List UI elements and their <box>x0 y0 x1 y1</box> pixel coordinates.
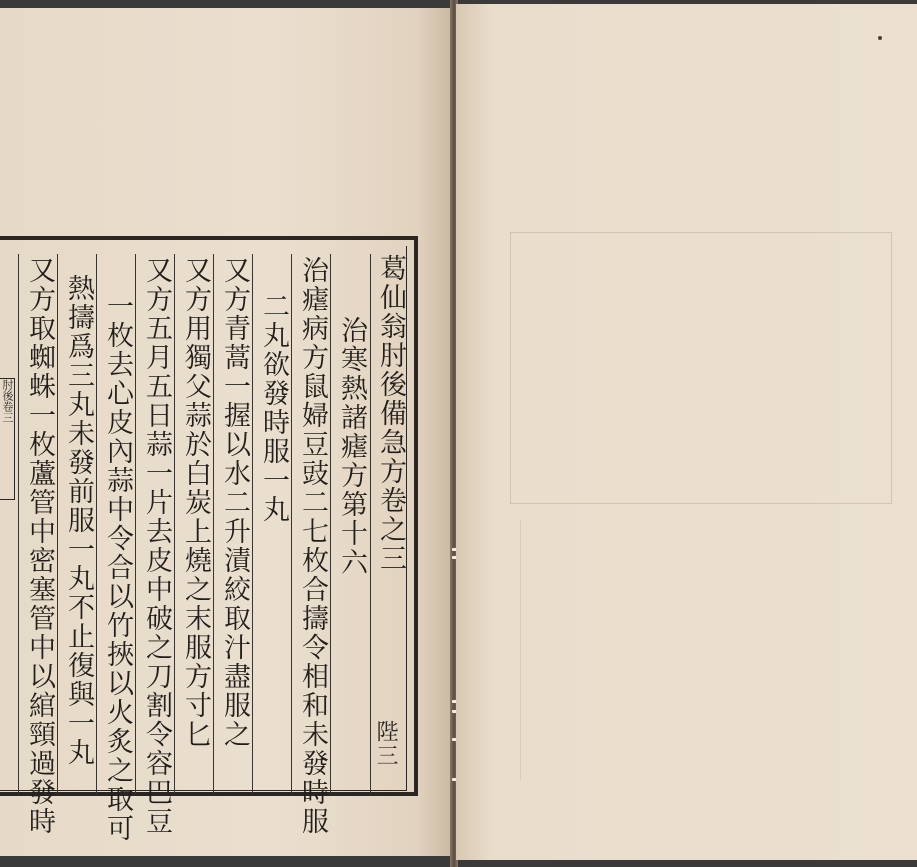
print-frame <box>0 236 418 843</box>
column-rule <box>291 254 292 794</box>
edge-label: 肘後卷三 <box>0 378 15 500</box>
text-column-2: 二丸欲發時服一丸 <box>258 292 289 524</box>
text-column-6: 一枚去心皮內蒜中令合以竹挾以火炙之取可 <box>102 292 133 843</box>
text-column-5: 又方五月五日蒜一片去皮中破之刀割令容巴豆 <box>141 256 172 836</box>
folio-number: 陛三 <box>373 720 398 768</box>
column-rule <box>174 254 175 794</box>
text-column-1: 治瘧病方鼠婦豆豉二七枚合擣令相和未發時服 <box>297 256 328 836</box>
bleed-through-frame <box>520 520 881 780</box>
text-column-8: 又方取蜘蛛一枚蘆管中密塞管中以綰頸過發時 <box>24 256 55 836</box>
ink-spot <box>878 36 882 40</box>
text-column-3: 又方青蒿一握以水二升漬絞取汁盡服之 <box>219 256 250 749</box>
inner-frame <box>0 246 407 843</box>
column-rule <box>96 254 97 794</box>
section-title: 治寒熱諸瘧方第十六 <box>336 316 367 577</box>
column-rule <box>57 254 58 794</box>
left-page <box>0 8 452 856</box>
column-rule <box>252 254 253 794</box>
text-column-4: 又方用獨父蒜於白炭上燒之末服方寸匕 <box>180 256 211 749</box>
bleed-through-frame <box>510 232 892 504</box>
column-rule <box>135 254 136 794</box>
column-rule <box>213 254 214 794</box>
text-column-7: 熱擣爲三丸未發前服一丸不止復與一丸 <box>63 274 94 767</box>
column-rule <box>18 254 19 794</box>
column-rule <box>330 254 331 794</box>
column-rule <box>370 254 371 794</box>
book-title: 葛仙翁肘後備急方卷之三 <box>375 254 406 573</box>
